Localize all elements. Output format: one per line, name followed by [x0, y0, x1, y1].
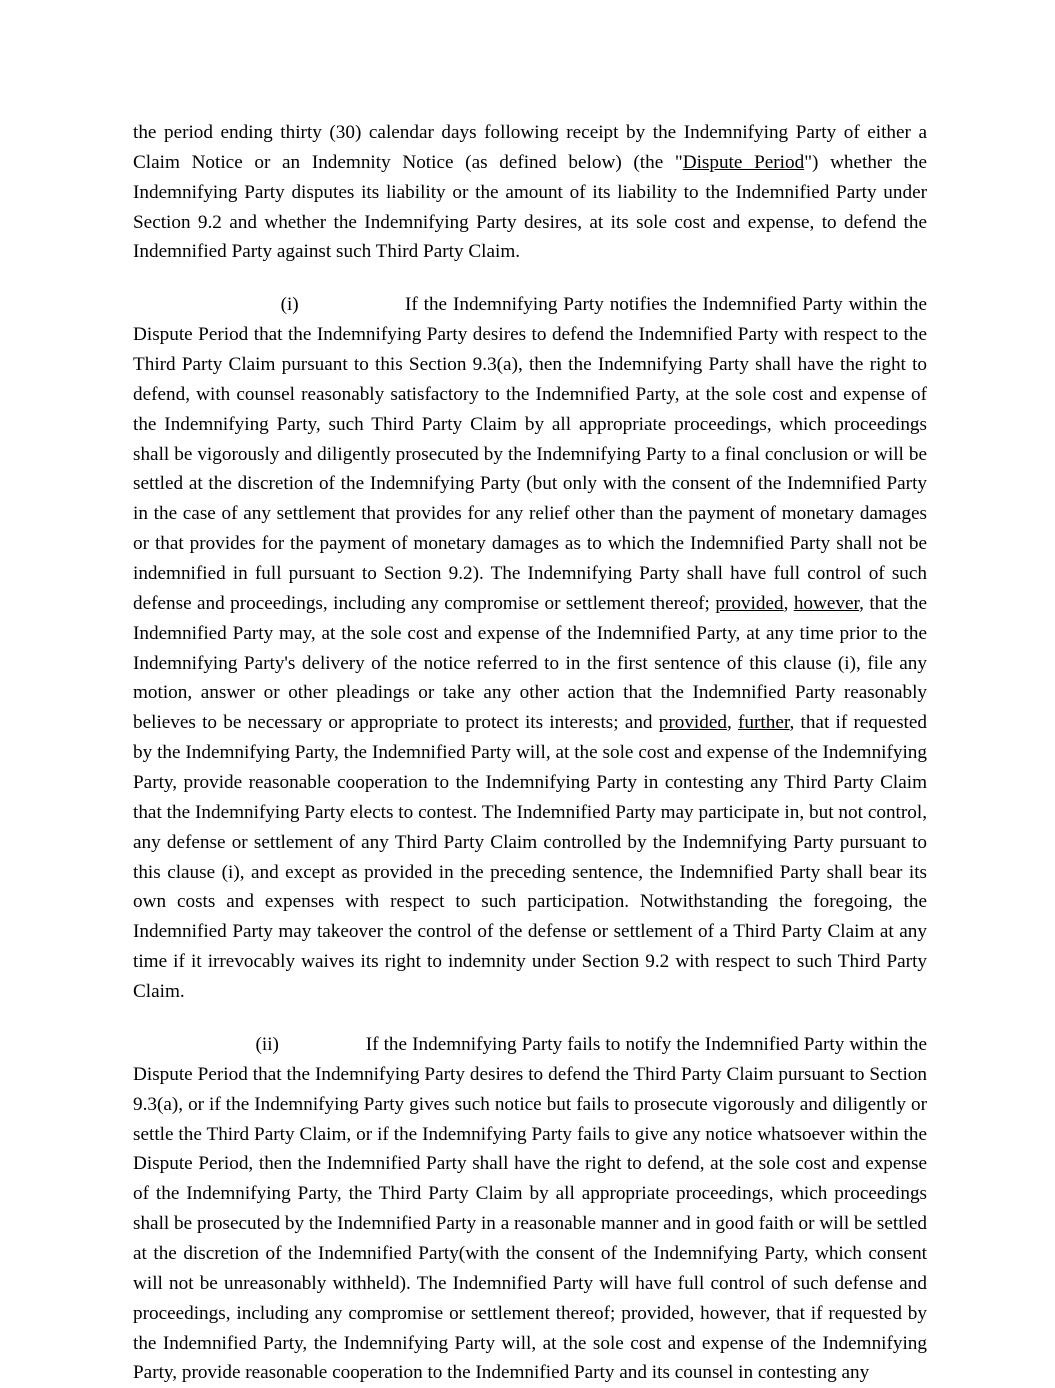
defined-term: provided [715, 592, 784, 614]
text-run: (i) [133, 294, 405, 316]
text-run: , [726, 712, 739, 734]
text-run: , [783, 592, 794, 614]
text-run: If the Indemnifying Party notifies the Indemnified Party within the Dispute Period that the Indemnifying Party desires to defend the Indemnified Party with respect to the Third Party Claim pursuant to this Section 9.3(a), then the Indemnifying Party shall have the right to defend, with counsel reasonably satisfactory to the Indemnified Party, at the sole cost and expense of the Indemnifying Party, such Third Party Claim by all appropriate proceedings, which proceedings shall be vigorously and diligently prosecuted by the Indemnifying Party to a final conclusion or will be settled at the discretion of the Indemnifying Party (but only with the consent of the Indemnified Party in the case of any settlement that provides for any relief other than the payment of monetary damages or that provides for the payment of monetary damages as to which the Indemnified Party shall not be indemnified in full pursuant to Section 9.2). The Indemnifying Party shall have full control of such defense and proceedings, including any compromise or settlement thereof; [133, 294, 927, 614]
text-run: (ii) [133, 1033, 366, 1055]
defined-term: however [793, 592, 860, 614]
text-run: If the Indemnifying Party fails to notify the Indemnified Party within the Dispute Period that the Indemnifying Party desires to defend the Third Party Claim pursuant to Section 9.3(a), or if the Indemnifying Party gives such notice but fails to prosecute vigorously and diligently or settle the Third Party Claim, or if the Indemnifying Party fails to give any notice whatsoever within the Dispute Period, then the Indemnified Party shall have the right to defend, at the sole cost and expense of the Indemnifying Party, the Third Party Claim by all appropriate proceedings, which proceedings shall be prosecuted by the Indemnified Party in a reasonable manner and in good faith or will be settled at the discretion of the Indemnified Party(with the consent of the Indemnifying Party, which consent will not be unreasonably withheld). The Indemnified Party will have full control of such defense and proceedings, including any compromise or settlement thereof; provided, however, that if requested by the Indemnified Party, the Indemnifying Party will, at the sole cost and expense of the Indemnifying Party, provide reasonable cooperation to the Indemnified Party and its counsel in contesting any [133, 1033, 927, 1384]
defined-term: Dispute Period [682, 151, 805, 173]
defined-term: further [738, 712, 790, 734]
text-run: , that the Indemnified Party may, at the sole cost and expense of the Indemnified Party, at any time prior to the Indemnifying Party's delivery of the notice referred to in the first sentence of this clause (i), file any motion, answer or other pleadings or take any other action that the Indemnified Party reasonably believes to be necessary or appropriate to protect its interests; and [133, 592, 928, 734]
defined-term: provided [658, 712, 727, 734]
para-clause-ii [133, 1030, 927, 1388]
text-run: ") whether the Indemnifying Party disputes its liability or the amount of its liability to the Indemnified Party under Section 9.2 and whether the Indemnifying Party desires, at its sole cost and expense, to defend the Indemnified Party against such Third Party Claim. [133, 151, 927, 263]
text-run: the period ending thirty (30) calendar days following receipt by the Indemnifying Party of either a Claim Notice or an Indemnity Notice (as defined below) (the " [133, 122, 927, 173]
document-body [133, 118, 927, 1388]
text-run: , that if requested by the Indemnifying Party, the Indemnified Party will, at the sole cost and expense of the Indemnifying Party, provide reasonable cooperation to the Indemnifying Party in contesting any Third Party Claim that the Indemnifying Party elects to contest. The Indemnified Party may participate in, but not control, any defense or settlement of any Third Party Claim controlled by the Indemnifying Party pursuant to this clause (i), and except as provided in the preceding sentence, the Indemnified Party shall bear its own costs and expenses with respect to such participation. Notwithstanding the foregoing, the Indemnified Party may takeover the control of the defense or settlement of a Third Party Claim at any time if it irrevocably waives its right to indemnity under Section 9.2 with respect to such Third Party Claim. [133, 712, 927, 1003]
para-clause-i [133, 290, 927, 1007]
para-dispute-period [133, 118, 927, 267]
